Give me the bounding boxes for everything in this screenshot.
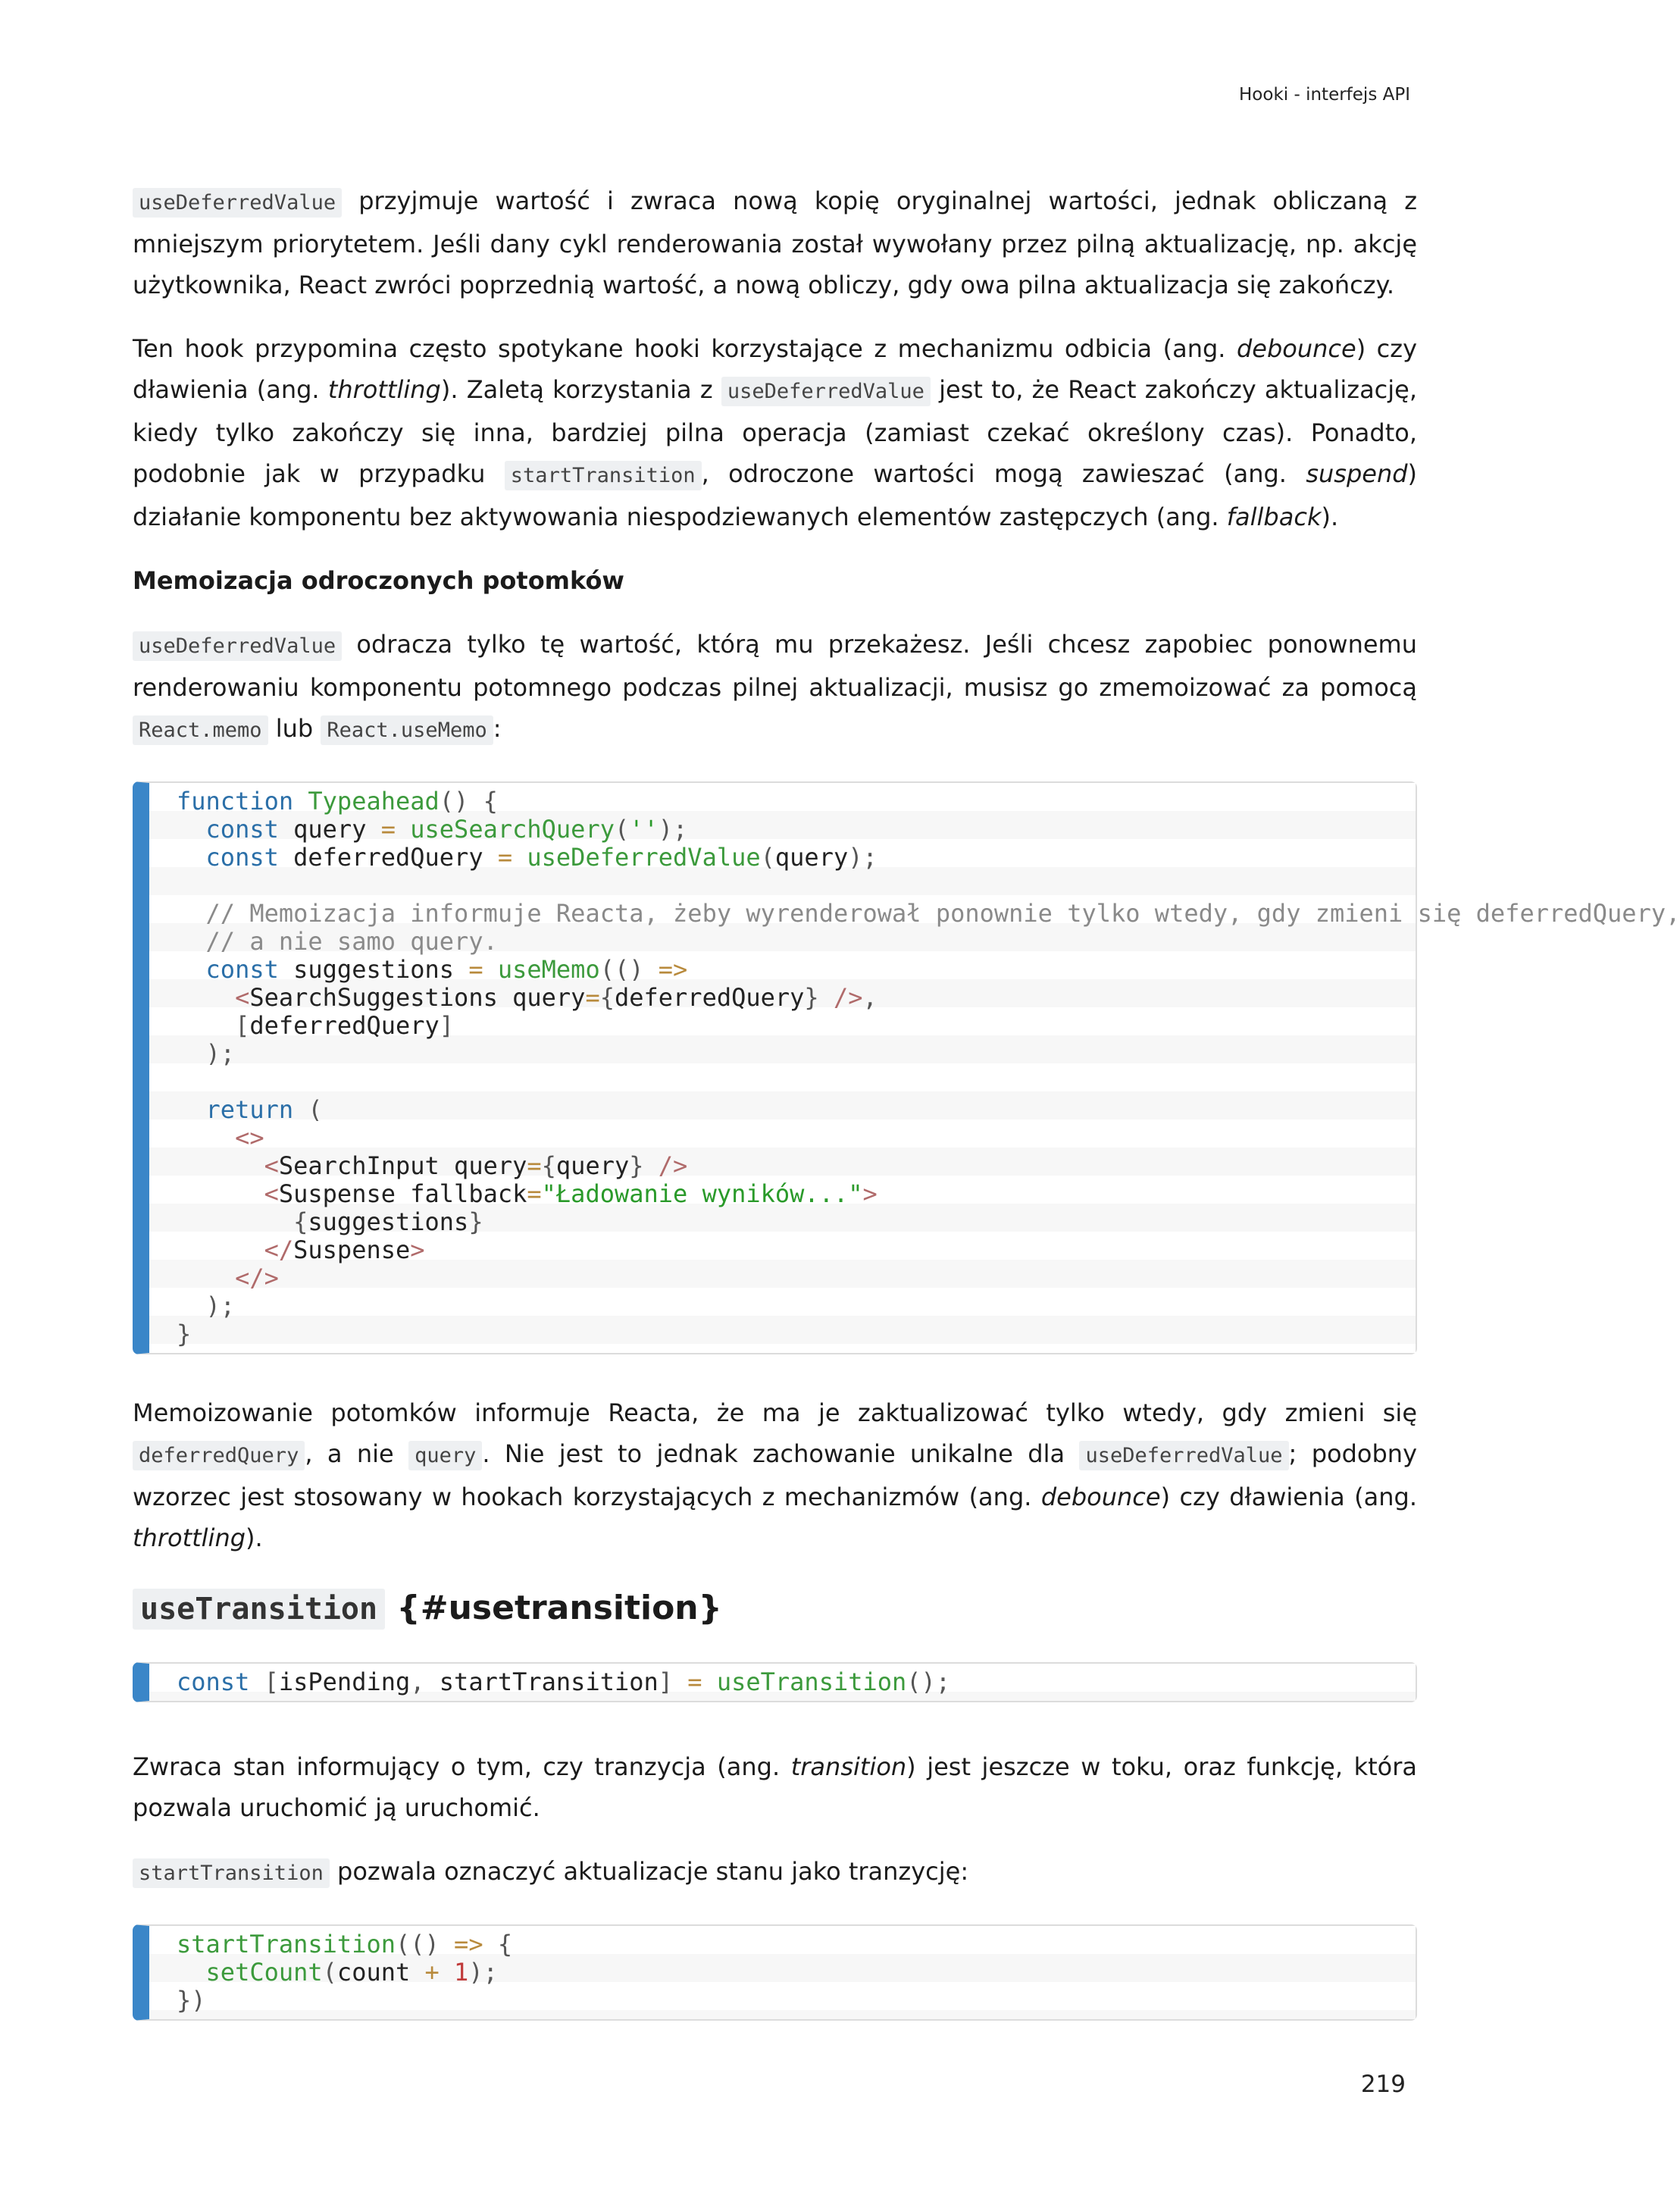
inline-code: startTransition [505, 461, 702, 490]
text: : [493, 714, 502, 743]
text: ). [1321, 503, 1339, 531]
text: . Nie jest to jednak zachowanie unikalne dla [482, 1439, 1080, 1468]
paragraph-text: przyjmuje wartość i zwraca nową kopię oryginalnej wartości, jednak obliczaną z mniejszym priorytetem. Jeśli dany cykl renderowania został wywołany przez pilną aktualizację, np. akcję użytkownika, React zwróci poprzednią wartość, a nową obliczy, gdy owa pilna aktualizacja się zakończy. [133, 186, 1417, 299]
emphasis: fallback [1226, 503, 1322, 531]
emphasis: transition [790, 1752, 907, 1781]
paragraph-debounce [133, 328, 1417, 537]
code-block-start-transition [133, 1924, 1417, 2021]
text: Zwraca stan informujący o tym, czy tranzycja (ang. [133, 1752, 791, 1781]
inline-code: React.useMemo [321, 715, 493, 745]
text: , a nie [305, 1439, 409, 1468]
inline-code: query [408, 1441, 482, 1470]
paragraph-intro [133, 180, 1417, 305]
paragraph-start-transition [133, 1851, 1417, 1894]
code-listing: const [isPending, startTransition] = useTransition(); [149, 1664, 1416, 1701]
emphasis: debounce [1236, 334, 1356, 363]
text: lub [267, 714, 321, 743]
section-heading-usetransition [133, 1586, 1417, 1632]
text: ) czy dławienia (ang. [1160, 1483, 1417, 1511]
page-content [133, 180, 1680, 2021]
text: ) działanie komponentu bez aktywowania niespodziewanych elementów zastępczych (ang. [133, 459, 1418, 531]
heading-text: {#usetransition} [385, 1589, 722, 1627]
text: ) czy dławienia (ang. [133, 334, 1418, 404]
text: , odroczone wartości mogą zawieszać (ang. [701, 459, 1306, 488]
inline-code: React.memo [133, 715, 268, 745]
inline-code: deferredQuery [133, 1441, 305, 1470]
page-number: 219 [1360, 2071, 1406, 2098]
section-heading: Memoizacja odroczonych potomków [133, 566, 624, 595]
inline-code: startTransition [133, 1858, 330, 1888]
emphasis: throttling [327, 375, 441, 404]
inline-code: useDeferredValue [721, 377, 931, 406]
emphasis: debounce [1040, 1483, 1161, 1511]
heading-code: useTransition [133, 1589, 385, 1630]
inline-code: useDeferredValue [133, 631, 342, 661]
text: Memoizowanie potomków informuje Reacta, że ma je zaktualizować tylko wtedy, gdy zmieni się [133, 1398, 1417, 1427]
text: odracza tylko tę wartość, którą mu przekażesz. Jeśli chcesz zapobiec ponownemu renderowaniu komponentu potomnego podczas pilnej aktualizacji, musisz go zmemoizować za pomocą [133, 630, 1417, 702]
code-block-typeahead [133, 781, 1680, 1354]
text: Ten hook przypomina często spotykane hooki korzystające z mechanizmu odbicia (ang. [133, 334, 1237, 363]
text: jest to, że React zakończy aktualizację, kiedy tylko zakończy się inna, bardziej pilna operacja (zamiast czekać określony czas). Ponadto, podobnie jak w przypadku [133, 375, 1418, 488]
text: pozwala oznaczyć aktualizacje stanu jako tranzycję: [329, 1857, 969, 1886]
running-header: Hooki - interfejs API [1239, 85, 1410, 105]
text: ). Zaletą korzystania z [440, 375, 721, 404]
paragraph-memoize-children [133, 1392, 1417, 1558]
inline-code: useDeferredValue [133, 188, 342, 218]
inline-code: useDeferredValue [1079, 1441, 1288, 1470]
text: ) jest jeszcze w toku, oraz funkcję, która pozwala uruchomić ją uruchomić. [133, 1752, 1418, 1822]
code-listing: function Typeahead() { const query = useSearchQuery(''); const deferredQuery = useDeferredValue(query); // Memoizacja informuje Reacta, żeby wyrenderował ponownie tylko wtedy, gdy zmieni się deferredQuery, // a nie samo query. const suggestions = useMemo(() => <SearchSuggestions query={deferredQuery} />, [deferredQuery] ); return ( <> <SearchInput query={query} /> <Suspense fallback="Ładowanie wyników..."> {suggestions} </Suspense> </> ); } [149, 783, 1416, 1353]
emphasis: throttling [133, 1523, 246, 1552]
code-listing: startTransition(() => { setCount(count + 1); }) [149, 1926, 1416, 2019]
emphasis: suspend [1306, 459, 1408, 488]
code-block-usetransition [133, 1662, 1417, 1702]
paragraph-memo [133, 624, 1417, 751]
text: ; podobny wzorzec jest stosowany w hookach korzystających z mechanizmów (ang. [133, 1439, 1418, 1511]
text: ). [246, 1523, 263, 1552]
paragraph-transition [133, 1746, 1417, 1828]
